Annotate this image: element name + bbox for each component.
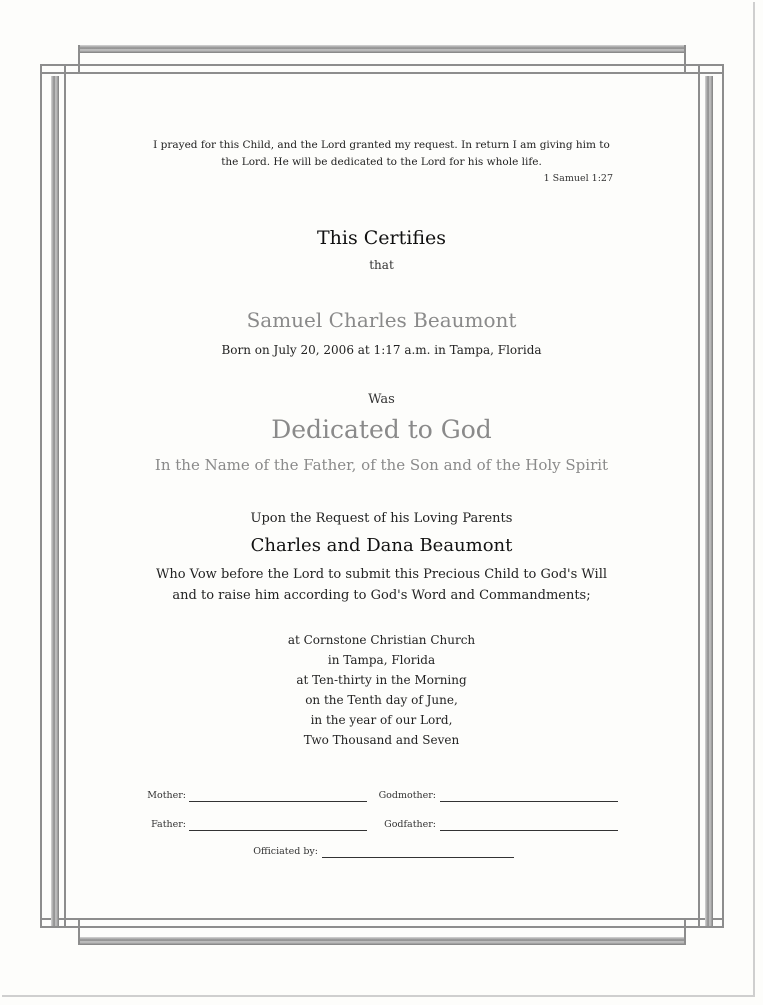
vow-line-1: Who Vow before the Lord to submit this Precious Child to God's Will	[155, 567, 608, 582]
certifies-heading: This Certifies	[316, 227, 447, 249]
father-signature-line[interactable]	[189, 830, 367, 831]
officiant-signature-line[interactable]	[322, 857, 514, 858]
that-text: that	[369, 258, 394, 272]
church-line: at Cornstone Christian Church	[287, 633, 476, 647]
verse	[0, 137, 763, 171]
mother-signature-line[interactable]	[189, 801, 367, 802]
father-label: Father:	[151, 819, 186, 830]
godmother-signature-line[interactable]	[440, 801, 618, 802]
godfather-label: Godfather:	[384, 819, 436, 830]
was-text: Was	[368, 392, 395, 407]
city-line: in Tampa, Florida	[327, 653, 436, 667]
parents-request: Upon the Request of his Loving Parents	[250, 511, 513, 526]
parents-names: Charles and Dana Beaumont	[250, 535, 513, 556]
mother-label: Mother:	[147, 790, 186, 801]
verse-reference: 1 Samuel 1:27	[543, 173, 613, 184]
birth-details: Born on July 20, 2006 at 1:17 a.m. in Tampa, Florida	[221, 343, 542, 357]
trinity-line: In the Name of the Father, of the Son and of the Holy Spirit	[154, 456, 609, 474]
vow-line-2: and to raise him according to God's Word and Commandments;	[172, 588, 591, 603]
verse-line-1: I prayed for this Child, and the Lord granted my request. In return I am giving him to	[153, 139, 610, 151]
godmother-label: Godmother:	[378, 790, 436, 801]
vow-text	[0, 564, 763, 606]
time-line: at Ten-thirty in the Morning	[296, 673, 467, 687]
godfather-signature-line[interactable]	[440, 830, 618, 831]
verse-line-2: the Lord. He will be dedicated to the Lord for his whole life.	[221, 156, 542, 168]
ceremony-details	[0, 630, 763, 750]
child-name: Samuel Charles Beaumont	[246, 308, 517, 332]
year-intro-line: in the year of our Lord,	[310, 713, 453, 727]
dedication-title: Dedicated to God	[271, 415, 492, 444]
officiated-label: Officiated by:	[253, 846, 318, 857]
day-line: on the Tenth day of June,	[305, 693, 458, 707]
year-line: Two Thousand and Seven	[303, 733, 460, 747]
